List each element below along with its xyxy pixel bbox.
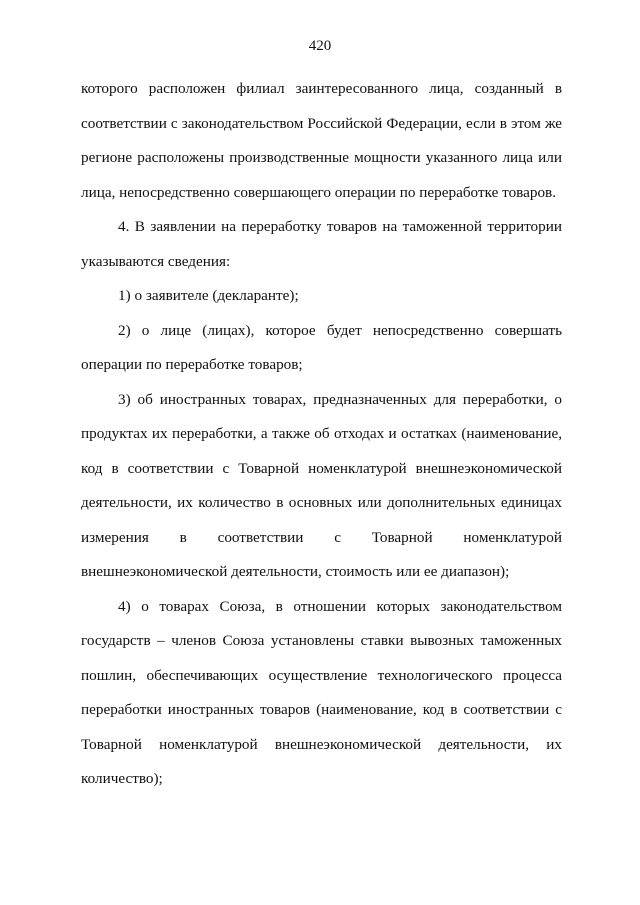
spaced-word: соответствии bbox=[217, 528, 304, 546]
paragraph-item-4: 4. В заявлении на переработку товаров на таможенной территории указываются сведения: bbox=[81, 218, 562, 270]
spaced-word: Товарной bbox=[371, 528, 433, 546]
spaced-word: измерения bbox=[81, 528, 149, 546]
paragraph-subitem-2: 2) о лице (лицах), которое будет непосредственно совершать операции по переработке товаров; bbox=[81, 321, 562, 373]
paragraph-continuation: которого расположен филиал заинтересованного лица, созданный в соответствии с законодательством Российской Федерации, если в этом же регионе расположены производственные мощности указанного лица или лица, непосредственно совершающего операции по переработке товаров. bbox=[81, 80, 562, 201]
paragraph-subitem-1: 1) о заявителе (декларанте); bbox=[118, 287, 299, 304]
page-number: 420 bbox=[308, 38, 332, 54]
paragraph-subitem-3-end: внешнеэкономической деятельности, стоимость или ее диапазон); bbox=[81, 563, 510, 580]
document-body bbox=[81, 72, 562, 797]
spaced-word: с bbox=[334, 528, 341, 546]
paragraph-subitem-3-spaced-line bbox=[81, 521, 562, 556]
paragraph-subitem-3: 3) об иностранных товарах, предназначенных для переработки, о продуктах их переработки, а также об отходах и остатках (наименование, код в соответствии с Товарной номенклатурой внешнеэкономической деятельности, их количество в основных или дополнительных единицах bbox=[81, 390, 562, 511]
spaced-word: в bbox=[179, 528, 187, 546]
paragraph-subitem-4: 4) о товарах Союза, в отношении которых законодательством государств – членов Союза установлены ставки вывозных таможенных пошлин, обеспечивающих осуществление технологического процесса переработки иностранных товаров (наименование, код в соответствии с Товарной номенклатурой внешнеэкономической деятельности, их количество); bbox=[81, 597, 562, 787]
spaced-word: номенклатурой bbox=[463, 528, 562, 546]
